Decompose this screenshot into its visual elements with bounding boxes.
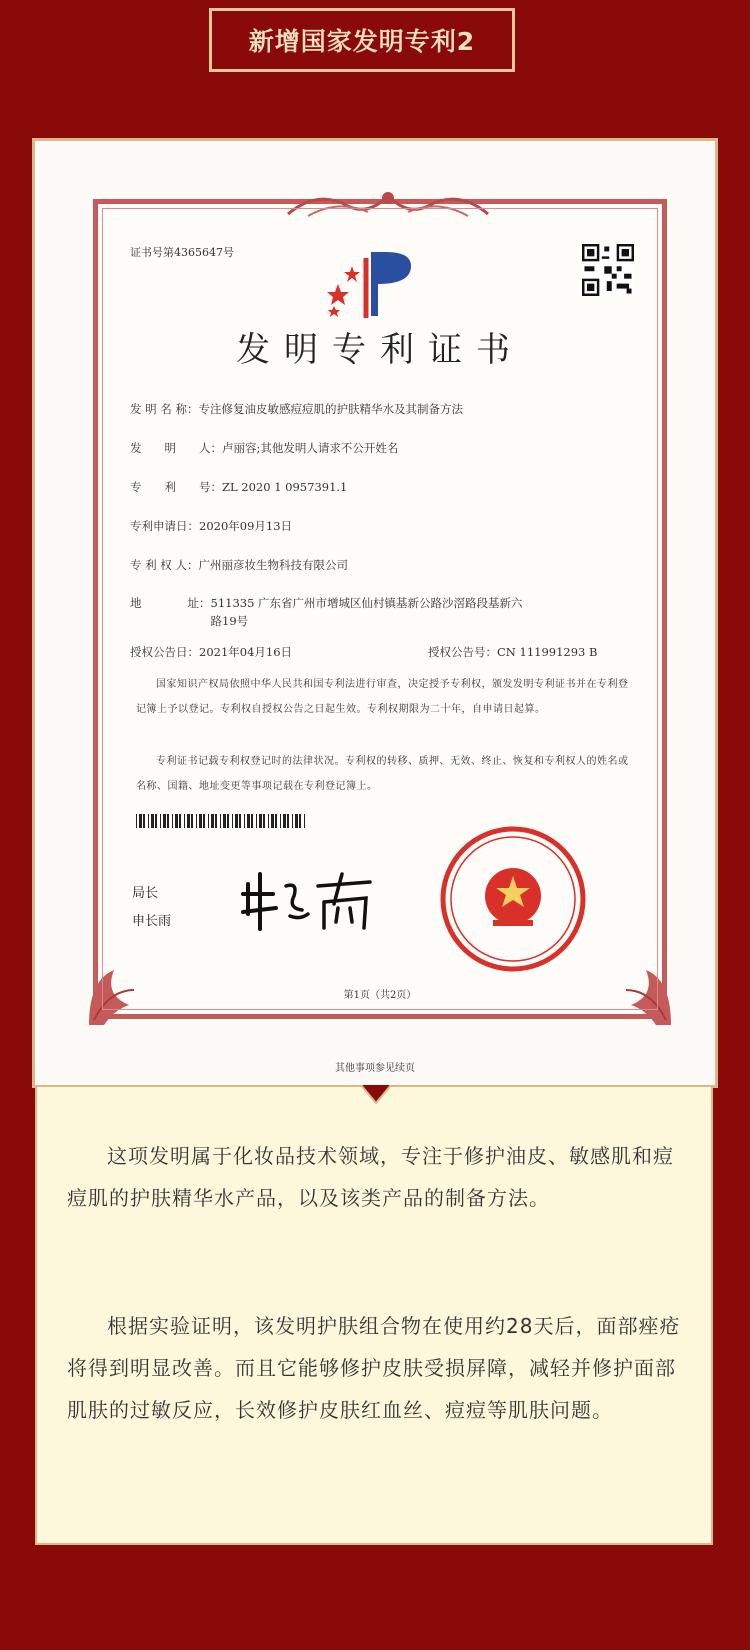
description-paragraph-1: 这项发明属于化妆品技术领域，专注于修护油皮、敏感肌和痘痘肌的护肤精华水产品，以及该类产品的制备方法。 xyxy=(67,1144,674,1210)
director-name: 申长雨 xyxy=(132,914,172,929)
field-grant-number: 授权公告号：CN 111991293 B xyxy=(428,645,598,659)
patent-certificate xyxy=(93,199,667,1019)
certificate-title: 发明专利证书 xyxy=(236,330,524,370)
certificate-footnote: 其他事项参见续页 xyxy=(335,1063,415,1074)
panel-notch-icon xyxy=(361,1085,391,1105)
field-address: 地 址：511335 广东省广州市增城区仙村镇基新公路沙滘路段基新六路19号 xyxy=(130,596,523,628)
signature-icon xyxy=(238,864,378,934)
field-grant-date: 授权公告日：2021年04月16日 xyxy=(130,645,293,659)
field-inventor: 发 明 人：卢丽容;其他发明人请求不公开姓名 xyxy=(130,441,399,455)
section-title: 新增国家发明专利2 xyxy=(248,27,476,56)
field-application-date: 专利申请日：2020年09月13日 xyxy=(130,519,293,533)
field-invention-name: 发 明 名 称：专注修复油皮敏感痘痘肌的护肤精华水及其制备方法 xyxy=(130,402,463,416)
corner-ornament-icon xyxy=(596,950,676,1030)
director-block xyxy=(132,880,171,936)
certificate-number: 证书号第4365647号 xyxy=(130,246,234,259)
certificate-paragraph-1: 国家知识产权局依照中华人民共和国专利法进行审查，决定授予专利权，颁发发明专利证书并在专利登记簿上予以登记。专利权自授权公告之日起生效。专利权期限为二十年，自申请日起算。 xyxy=(136,679,629,715)
top-ornament-icon xyxy=(278,184,498,224)
field-patentee: 专 利 权 人：广州丽彦妆生物科技有限公司 xyxy=(130,558,348,572)
page-number: 第1页（共2页） xyxy=(343,990,417,1001)
description-panel xyxy=(35,1085,713,1545)
field-patent-number: 专 利 号：ZL 2020 1 0957391.1 xyxy=(130,480,348,494)
patent-office-logo-icon xyxy=(316,244,426,324)
certificate-paragraph-2: 专利证书记载专利权登记时的法律状况。专利权的转移、质押、无效、终止、恢复和专利权人的姓名或名称、国籍、地址变更等事项记载在专利登记簿上。 xyxy=(136,756,629,792)
certificate-photo xyxy=(32,138,718,1088)
qr-code-icon xyxy=(582,244,634,296)
corner-ornament-icon xyxy=(84,950,164,1030)
official-seal-icon xyxy=(438,824,588,974)
section-title-box xyxy=(209,8,515,72)
description-paragraph-2: 根据实验证明，该发明护肤组合物在使用约28天后，面部痤疮将得到明显改善。而且它能够修护皮肤受损屏障，减轻并修护面部肌肤的过敏反应，长效修护皮肤红血丝、痘痘等肌肤问题。 xyxy=(67,1314,681,1422)
director-title: 局长 xyxy=(132,886,159,901)
barcode-icon xyxy=(136,814,306,828)
